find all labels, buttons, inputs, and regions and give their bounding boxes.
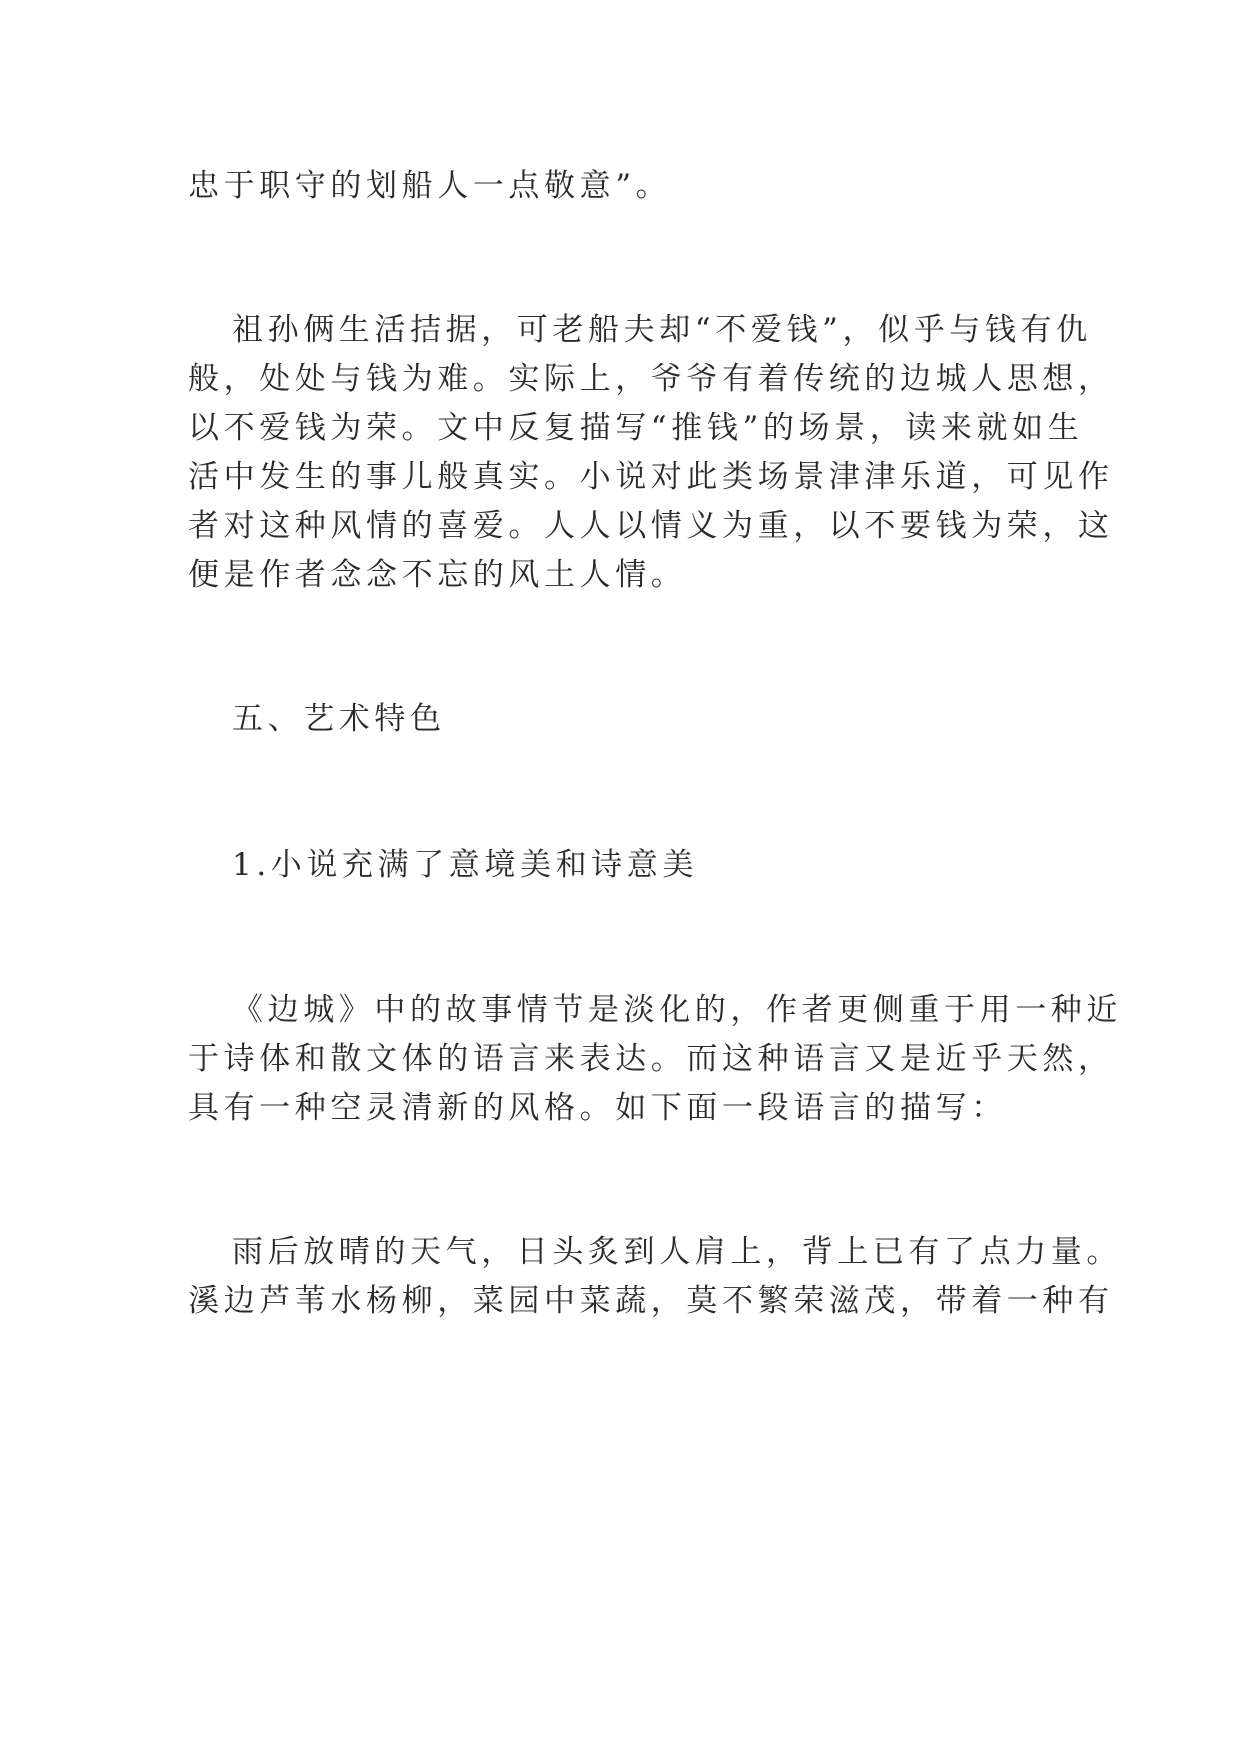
paragraph-line: 于诗体和散文体的语言来表达。而这种语言又是近乎天然， [188,1041,1114,1077]
sub-heading: 1.小说充满了意境美和诗意美 [232,847,698,883]
paragraph-line: 者对这种风情的喜爱。人人以情义为重，以不要钱为荣，这 [188,508,1114,544]
section-heading: 五、艺术特色 [232,701,446,737]
paragraph-line: 《边城》中的故事情节是淡化的，作者更侧重于用一种近 [232,992,1122,1028]
paragraph-line: 溪边芦苇水杨柳，菜园中菜蔬，莫不繁荣滋茂，带着一种有 [188,1283,1114,1319]
paragraph-line: 具有一种空灵清新的风格。如下面一段语言的描写： [188,1090,1007,1126]
paragraph-line: 以不爱钱为荣。文中反复描写“推钱”的场景，读来就如生 [188,410,1084,446]
paragraph-line: 祖孙俩生活拮据，可老船夫却“不爱钱”，似乎与钱有仇 [232,312,1092,348]
paragraph-line: 忠于职守的划船人一点敬意”。 [188,168,672,204]
paragraph-line: 便是作者念念不忘的风土人情。 [188,557,687,593]
paragraph-line: 活中发生的事儿般真实。小说对此类场景津津乐道，可见作 [188,459,1114,495]
paragraph-line: 般，处处与钱为难。实际上，爷爷有着传统的边城人思想， [188,361,1114,397]
paragraph-line: 雨后放晴的天气，日头炙到人肩上，背上已有了点力量。 [232,1234,1122,1270]
